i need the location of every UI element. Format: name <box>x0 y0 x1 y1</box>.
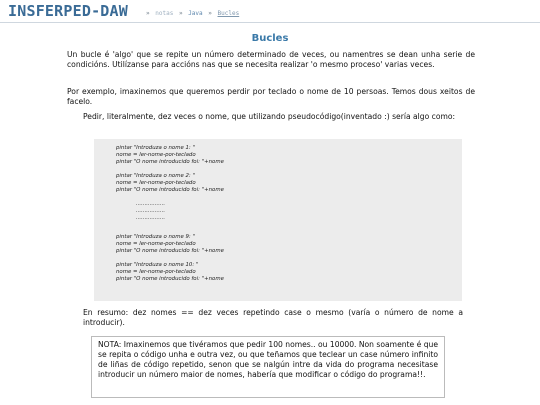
code-ellipsis: ................. <box>136 201 166 207</box>
code-ellipsis: ................. <box>136 208 166 214</box>
code-line: pintar "Introduza o nome 1: " <box>116 145 195 151</box>
code-line: pintar "O nome introducido foi: "+nome <box>116 159 224 165</box>
code-line: pintar "Introduza o nome 2: " <box>116 173 195 179</box>
code-line: nome = ler-nome-por-teclado <box>116 180 196 186</box>
code-line: nome = ler-nome-por-teclado <box>116 269 196 275</box>
code-line: pintar "O nome introducido foi: "+nome <box>116 187 224 193</box>
code-group-1 <box>116 145 462 166</box>
breadcrumb-item-java[interactable]: Java <box>188 10 203 17</box>
pseudocode-intro-paragraph: Pedir, literalmente, dez veces o nome, que utilizando pseudocódigo(inventado :) sería algo como: <box>83 112 456 121</box>
example-paragraph: Por exemplo, imaxinemos que queremos perdir por teclado o nome de 10 persoas. Temos dous xeitos de facelo. <box>67 87 475 106</box>
code-line: pintar "Introduza o nome 9: " <box>116 234 195 240</box>
breadcrumb-separator: » <box>178 10 183 17</box>
code-line: pintar "O nome introducido foi: "+nome <box>116 276 224 282</box>
code-line: nome = ler-nome-por-teclado <box>116 152 196 158</box>
pseudocode-block <box>94 139 462 301</box>
breadcrumb <box>144 10 239 17</box>
code-line: pintar "Introduza o nome 10: " <box>116 262 199 268</box>
code-line: pintar "O nome introducido foi: "+nome <box>116 248 224 254</box>
intro-paragraph: Un bucle é 'algo' que se repite un número determinado de veces, ou namentres se dean unha serie de condicións. Utilízanse para accións nas que se necesita realizar 'o mesmo proceso' varias veces. <box>67 50 475 69</box>
breadcrumb-separator: » <box>208 10 212 17</box>
breadcrumb-item-bucles[interactable]: Bucles <box>217 10 240 17</box>
code-line: nome = ler-nome-por-teclado <box>116 241 196 247</box>
code-ellipsis: ................. <box>136 215 166 221</box>
page-title: Bucles <box>251 33 289 44</box>
code-group-2 <box>116 173 462 194</box>
site-header <box>0 0 540 23</box>
code-group-9 <box>116 234 462 255</box>
code-ellipsis-group <box>116 201 462 222</box>
breadcrumb-item-notas[interactable]: notas <box>155 10 174 17</box>
site-title-link[interactable]: INSFERPED-DAW <box>8 2 128 20</box>
summary-paragraph: En resumo: dez nomes == dez veces repetindo case o mesmo (varía o número de nome a introducir). <box>83 308 463 327</box>
breadcrumb-separator: » <box>146 10 150 17</box>
note-box: NOTA: Imaxinemos que tivéramos que pedir 100 nomes.. ou 10000. Non soamente é que se repita o código unha e outra vez, ou que teñamos que teclear un case número infinito de liñas de código repetido, senon que se nalgún intre da vida do programa necesitase introducir un número maior de nomes, habería que modificar o código do programa!!. <box>91 336 445 398</box>
code-group-10 <box>116 262 462 283</box>
